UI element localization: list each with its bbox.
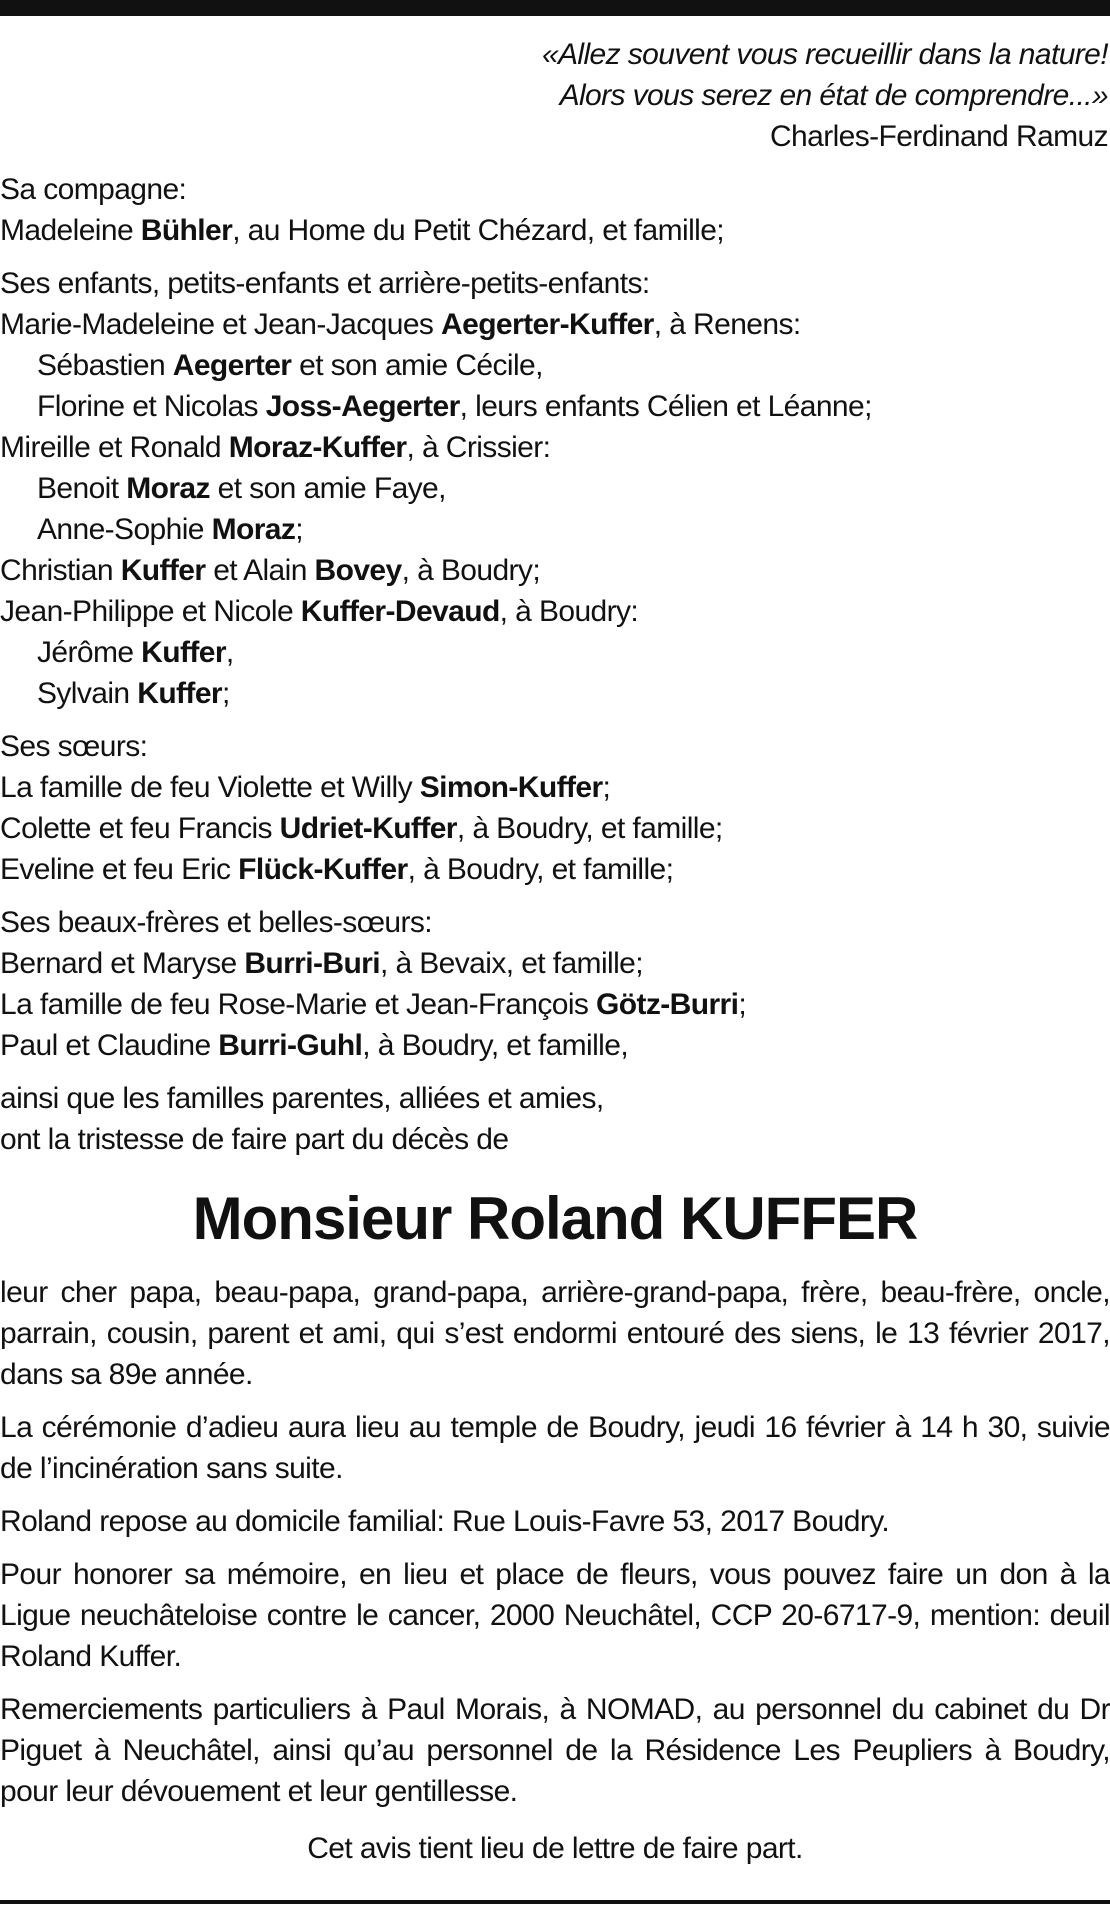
top-rule	[0, 0, 1110, 16]
sisters-list	[0, 767, 1110, 890]
epigraph-author: Charles-Ferdinand Ramuz	[769, 120, 1108, 153]
children-section	[0, 263, 1110, 714]
deceased-name: Monsieur Roland KUFFER	[192, 1185, 918, 1252]
paragraph-relations: leur cher papa, beau-papa, grand-papa, arrière-grand-papa, frère, beau-frère, oncle, parrain, cousin, parent et ami, qui s’est endormi entouré des siens, le 13 février 2017, dans sa 89e année.	[0, 1276, 1110, 1391]
entry-surname: Kuffer	[137, 677, 222, 710]
entry-text: , au Home du Petit Chézard, et famille;	[232, 214, 725, 247]
family-entry	[0, 1025, 1110, 1066]
entry-surname: Moraz-Kuffer	[228, 431, 407, 464]
entry-text: Anne-Sophie	[37, 513, 212, 546]
entry-text: Jérôme	[37, 636, 142, 669]
entry-surname: Simon-Kuffer	[419, 771, 603, 804]
family-entry	[0, 591, 1110, 632]
entry-surname: Moraz	[211, 513, 296, 546]
entry-text: et Alain	[205, 554, 315, 587]
entry-surname: Aegerter	[172, 349, 292, 382]
entry-surname: Bovey	[314, 554, 402, 587]
bottom-rule	[0, 1900, 1110, 1904]
children-list	[0, 304, 1110, 714]
entry-text: La famille de feu Violette et Willy	[0, 771, 420, 804]
family-entry	[0, 468, 1110, 509]
children-heading: Ses enfants, petits-enfants et arrière-petits-enfants:	[0, 267, 650, 300]
paragraph-resting-place: Roland repose au domicile familial: Rue Louis-Favre 53, 2017 Boudry.	[0, 1505, 890, 1538]
family-entry	[0, 673, 1110, 714]
family-entry	[0, 943, 1110, 984]
entry-text: , leurs enfants Célien et Léanne;	[459, 390, 872, 423]
entry-surname: Kuffer-Devaud	[300, 595, 500, 628]
epigraph	[0, 34, 1110, 157]
family-entry	[0, 427, 1110, 468]
family-entry	[0, 984, 1110, 1025]
entry-surname: Moraz	[126, 472, 210, 505]
family-entry	[0, 808, 1110, 849]
family-entry	[0, 386, 1110, 427]
entry-text: , à Boudry, et famille;	[456, 812, 723, 845]
family-entry	[0, 632, 1110, 673]
sisters-heading: Ses sœurs:	[0, 730, 148, 763]
entry-text: , à Crissier:	[406, 431, 551, 464]
paragraph-thanks: Remerciements particuliers à Paul Morais, à NOMAD, au personnel du cabinet du Dr Piguet à Neuchâtel, ainsi qu’au personnel de la Résidence Les Peupliers à Boudry, pour leur dévouement et leur gentillesse.	[0, 1693, 1110, 1808]
entry-surname: Kuffer	[120, 554, 206, 587]
entry-text: Sylvain	[37, 677, 138, 710]
closing-line: Cet avis tient lieu de lettre de faire part.	[307, 1832, 803, 1865]
inlaws-section	[0, 902, 1110, 1066]
announcement-section	[0, 1078, 1110, 1160]
entry-text: et son amie Cécile,	[291, 349, 543, 382]
entry-text: , à Boudry, et famille,	[362, 1029, 629, 1062]
entry-text: , à Renens:	[653, 308, 801, 341]
entry-text: ;	[295, 513, 304, 546]
entry-surname: Bühler	[140, 214, 233, 247]
entry-text: Colette et feu Francis	[0, 812, 280, 845]
entry-text: et son amie Faye,	[209, 472, 446, 505]
entry-surname: Götz-Burri	[596, 988, 739, 1021]
entry-surname: Burri-Buri	[244, 947, 380, 980]
family-entry	[0, 767, 1110, 808]
entry-text: Jean-Philippe et Nicole	[0, 595, 301, 628]
family-entry	[0, 550, 1110, 591]
entry-text: Marie-Madeleine et Jean-Jacques	[0, 308, 442, 341]
entry-text: , à Bevaix, et famille;	[379, 947, 643, 980]
family-entry	[0, 849, 1110, 890]
entry-surname: Aegerter-Kuffer	[441, 308, 654, 341]
entry-text: Mireille et Ronald	[0, 431, 229, 464]
entry-text: La famille de feu Rose-Marie et Jean-François	[0, 988, 597, 1021]
family-entry	[0, 509, 1110, 550]
obituary-notice	[0, 34, 1110, 1869]
entry-text: Paul et Claudine	[0, 1029, 219, 1062]
entry-surname: Burri-Guhl	[218, 1029, 363, 1062]
entry-text: ;	[221, 677, 230, 710]
entry-surname: Udriet-Kuffer	[279, 812, 457, 845]
entry-text: Christian	[0, 554, 121, 587]
companion-entry	[0, 210, 1110, 251]
inlaws-heading: Ses beaux-frères et belles-sœurs:	[0, 906, 433, 939]
entry-text: Sébastien	[37, 349, 173, 382]
entry-text: ,	[225, 636, 234, 669]
announcement-line-2: ont la tristesse de faire part du décès de	[0, 1123, 509, 1156]
family-entry	[0, 304, 1110, 345]
entry-surname: Kuffer	[141, 636, 226, 669]
family-entry	[0, 345, 1110, 386]
companion-heading: Sa compagne:	[0, 173, 187, 206]
entry-text: Madeleine	[0, 214, 141, 247]
sisters-section	[0, 726, 1110, 890]
entry-text: Benoit	[37, 472, 127, 505]
entry-text: ;	[602, 771, 611, 804]
entry-text: , à Boudry:	[499, 595, 639, 628]
entry-text: Eveline et feu Eric	[0, 853, 239, 886]
paragraph-ceremony: La cérémonie d’adieu aura lieu au temple de Boudry, jeudi 16 février à 14 h 30, suivie de l’incinération sans suite.	[0, 1411, 1110, 1485]
inlaws-list	[0, 943, 1110, 1066]
epigraph-line-1: «Allez souvent vous recueillir dans la nature!	[541, 38, 1108, 71]
entry-text: , à Boudry, et famille;	[407, 853, 674, 886]
entry-text: Bernard et Maryse	[0, 947, 245, 980]
companion-section	[0, 169, 1110, 251]
entry-text: Florine et Nicolas	[37, 390, 266, 423]
epigraph-line-2: Alors vous serez en état de comprendre...»	[559, 79, 1108, 112]
entry-text: , à Boudry;	[401, 554, 541, 587]
announcement-line-1: ainsi que les familles parentes, alliées et amies,	[0, 1082, 604, 1115]
paragraph-donation: Pour honorer sa mémoire, en lieu et place de fleurs, vous pouvez faire un don à la Ligue neuchâteloise contre le cancer, 2000 Neuchâtel, CCP 20-6717-9, mention: deuil Roland Kuffer.	[0, 1558, 1110, 1673]
entry-surname: Joss-Aegerter	[265, 390, 460, 423]
entry-text: ;	[738, 988, 747, 1021]
entry-surname: Flück-Kuffer	[238, 853, 408, 886]
